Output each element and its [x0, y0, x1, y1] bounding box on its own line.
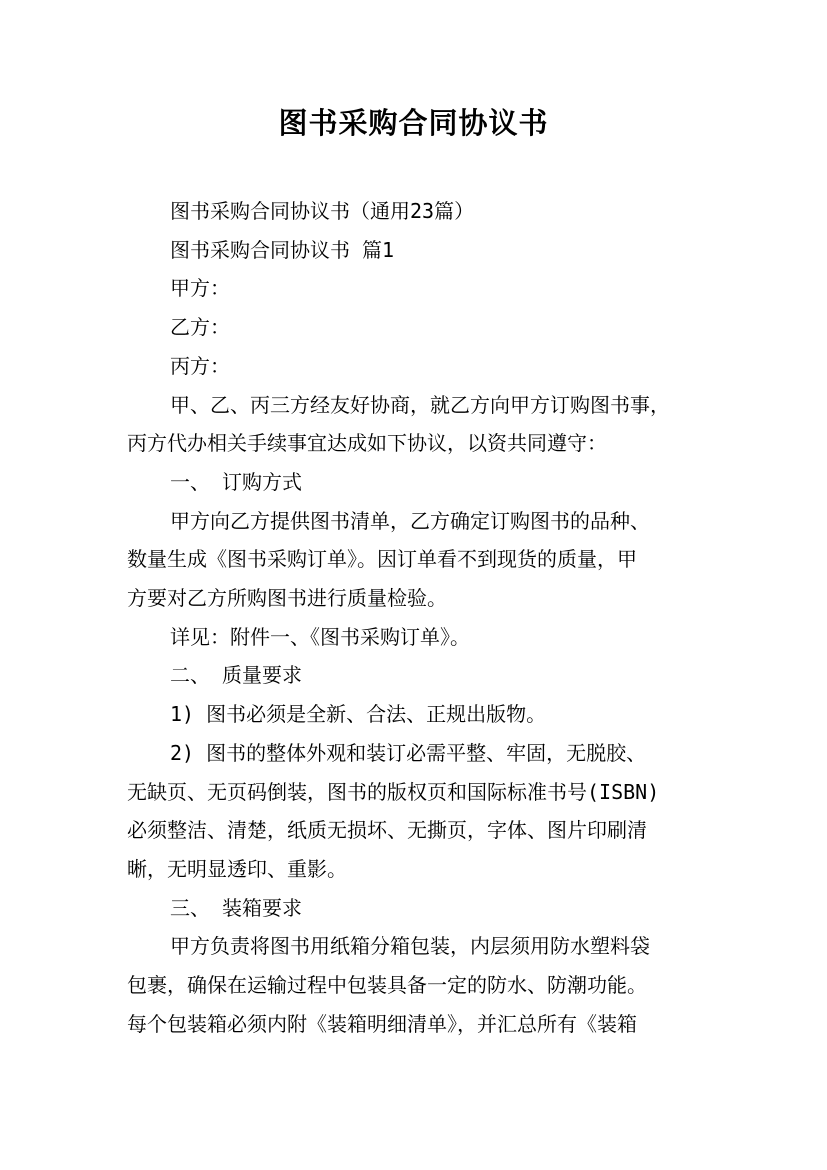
packing-paragraph-line: 甲方负责将图书用纸箱分箱包装，内层须用防水塑料袋: [170, 934, 650, 959]
ordering-paragraph-line: 方要对乙方所购图书进行质量检验。: [127, 586, 447, 611]
party-c-line: 丙方：: [170, 353, 230, 378]
intro-paragraph-line: 丙方代办相关手续事宜达成如下协议，以资共同遵守：: [127, 431, 607, 456]
quality-item-2-line: 晰，无明显透印、重影。: [127, 856, 347, 881]
ordering-paragraph-line: 数量生成《图书采购订单》。因订单看不到现货的质量，甲: [127, 547, 637, 572]
ordering-paragraph-line: 甲方向乙方提供图书清单，乙方确定订购图书的品种、: [170, 508, 650, 533]
document-subtitle: 图书采购合同协议书（通用23篇）: [170, 199, 475, 223]
document-body: [127, 192, 719, 1043]
party-a-line: 甲方：: [170, 276, 230, 301]
party-b-line: 乙方：: [170, 315, 230, 340]
intro-paragraph-line: 甲、乙、丙三方经友好协商，就乙方向甲方订购图书事，: [170, 392, 670, 417]
section-heading-packing: 三、 装箱要求: [170, 895, 303, 920]
packing-paragraph-line: 包裹，确保在运输过程中包装具备一定的防水、防潮功能。: [127, 973, 647, 998]
chapter-heading: 图书采购合同协议书 篇1: [170, 237, 395, 262]
ordering-detail: 详见：附件一、《图书采购订单》。: [170, 624, 470, 649]
document-title: 图书采购合同协议书: [278, 106, 549, 140]
quality-item-1: 1) 图书必须是全新、合法、正规出版物。: [170, 702, 547, 727]
section-heading-quality: 二、 质量要求: [170, 663, 303, 688]
section-heading-ordering: 一、 订购方式: [170, 469, 303, 494]
packing-paragraph-line: 每个包装箱必须内附《装箱明细清单》，并汇总所有《装箱: [127, 1011, 637, 1036]
quality-item-2-line: 必须整洁、清楚，纸质无损坏、无撕页，字体、图片印刷清: [127, 818, 647, 843]
quality-item-2-line: 无缺页、无页码倒装，图书的版权页和国际标准书号(ISBN): [127, 779, 660, 804]
quality-item-2-line: 2) 图书的整体外观和装订必需平整、牢固，无脱胶、: [170, 740, 647, 765]
